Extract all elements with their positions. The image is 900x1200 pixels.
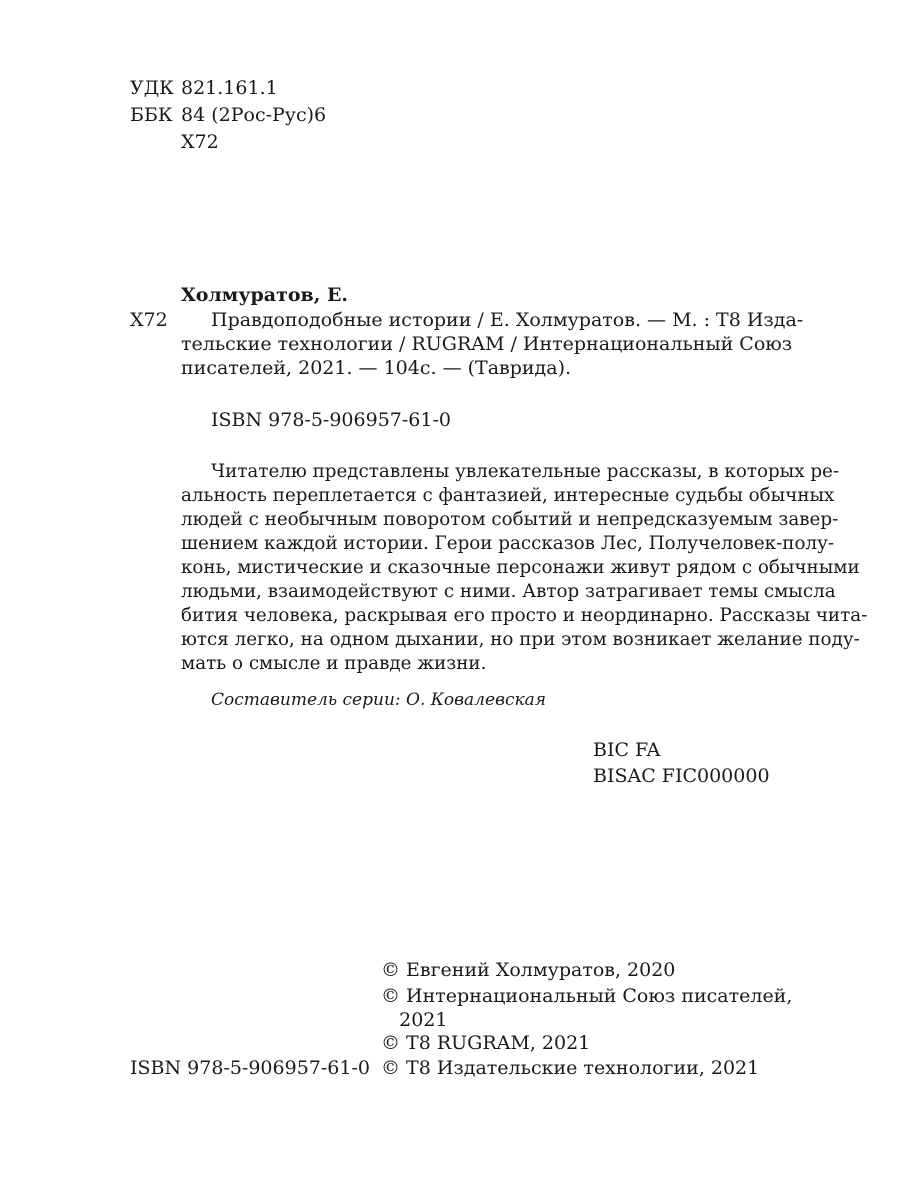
udk-label: УДК (130, 77, 174, 99)
bbk-value: 84 (2Рос-Рус)6 (181, 104, 327, 126)
copyright-line: 2021 (381, 1009, 448, 1031)
copyright-line: © Интернациональный Союз писателей, (381, 985, 793, 1007)
series-compiler: Составитель серии: О. Ковалевская (211, 690, 547, 710)
annotation-line: конь, мистические и сказочные персонажи живут рядом с обычными (181, 557, 860, 578)
annotation-line: шением каждой истории. Герои рассказов Лес, Получеловек-полу- (181, 533, 835, 554)
annotation-line: людьми, взаимодействуют с ними. Автор затрагивает темы смысла (181, 581, 836, 602)
annotation-line: ются легко, на одном дыхании, но при этом возникает желание поду- (181, 629, 860, 650)
udk-value: 821.161.1 (181, 77, 278, 99)
entry-author-sign: Х72 (130, 309, 168, 331)
bisac-code: BISAC FIC000000 (593, 765, 770, 787)
entry-description-line-3: писателей, 2021. — 104с. — (Таврида). (181, 357, 572, 379)
entry-author: Холмуратов, Е. (181, 284, 349, 306)
annotation-line: мать о смысле и правде жизни. (181, 653, 487, 674)
annotation-line: людей с необычным поворотом событий и непредсказуемым завер- (181, 509, 839, 530)
entry-isbn: ISBN 978-5-906957-61-0 (211, 409, 451, 431)
copyright-line: © Евгений Холмуратов, 2020 (381, 959, 676, 981)
bbk-row (0, 103, 900, 127)
footer-isbn: ISBN 978-5-906957-61-0 (130, 1057, 370, 1079)
entry-description-line-1: Правдоподобные истории / Е. Холмуратов. — М. : Т8 Изда- (211, 309, 804, 331)
copyright-line: © Т8 RUGRAM, 2021 (381, 1032, 591, 1054)
annotation-line: бития человека, раскрывая его просто и неординарно. Рассказы чита- (181, 605, 868, 626)
bbk-label: ББК (130, 104, 173, 126)
udk-row (0, 76, 900, 100)
annotation-line: альность переплетается с фантазией, интересные судьбы обычных (181, 485, 835, 506)
copyright-line: © Т8 Издательские технологии, 2021 (381, 1057, 760, 1079)
annotation-line: Читателю представлены увлекательные рассказы, в которых ре- (211, 461, 840, 482)
entry-description-line-2: тельские технологии / RUGRAM / Интернациональный Союз (181, 333, 793, 355)
bic-code: BIC FA (593, 739, 661, 761)
author-sign-top: Х72 (181, 131, 219, 153)
author-sign-row (0, 130, 900, 154)
